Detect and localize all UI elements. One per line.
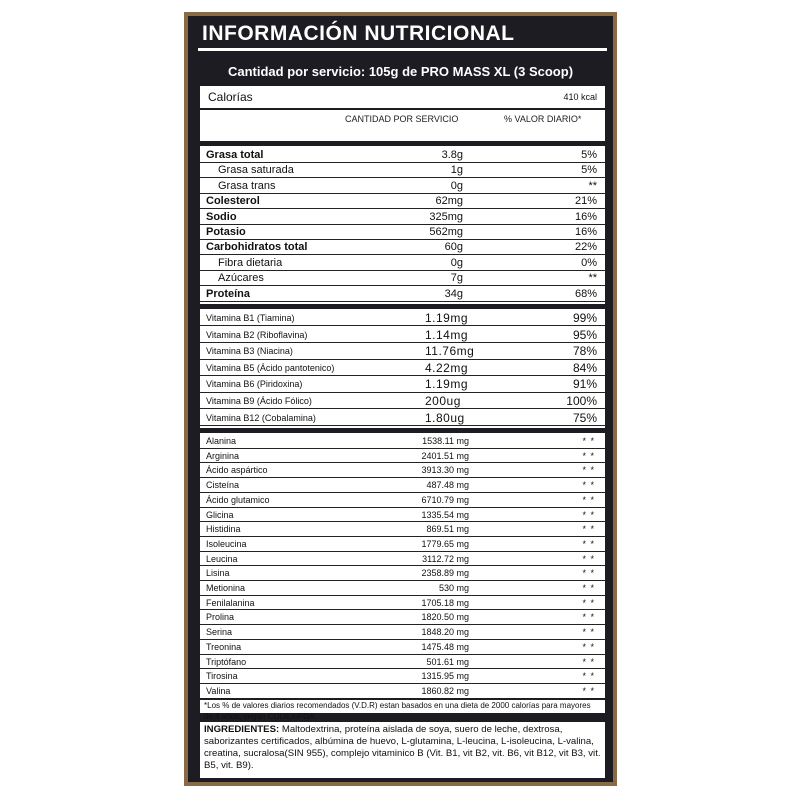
amino-acid-row (200, 610, 605, 625)
amino-acid-row-daily-value: * * (582, 524, 595, 535)
ingredients-label: INGREDIENTES: (204, 724, 280, 735)
nutrition-label (188, 16, 613, 782)
nutrient-row-daily-value: 0% (581, 256, 597, 269)
ingredients (200, 722, 605, 778)
vitamin-row-amount: 11.76mg (425, 344, 475, 359)
amino-acid-row-amount: 530 mg (438, 583, 469, 593)
amino-acid-row-amount: 2401.51 mg (421, 450, 469, 461)
amino-acid-row-name: Ácido glutamico (206, 494, 270, 505)
vitamin-row-daily-value: 100% (566, 394, 597, 408)
amino-acid-row (200, 434, 605, 449)
amino-acid-row-amount: 1705.18 mg (421, 597, 469, 608)
amino-acid-row-daily-value: * * (582, 480, 595, 491)
amino-acid-row-name: Serina (206, 627, 233, 638)
amino-acid-row-name: Isoleucina (206, 538, 247, 549)
nutrient-row (200, 271, 605, 286)
amino-acid-row-name: Treonina (206, 641, 242, 652)
vitamin-row-daily-value: 99% (572, 311, 597, 325)
amino-acid-row-name: Histidina (206, 524, 241, 535)
nutrient-row-amount: 7g (450, 272, 463, 285)
vitamin-row-amount: 200ug (425, 394, 461, 408)
amino-acid-row-daily-value: * * (582, 465, 595, 476)
nutrient-row-name: Grasa saturada (218, 164, 294, 177)
amino-acid-row-amount: 1538.11 mg (422, 436, 469, 446)
amino-acid-row-daily-value: * * (582, 583, 595, 593)
amino-acid-row-amount: 487.48 mg (426, 480, 469, 491)
vitamin-row (200, 376, 605, 392)
vitamin-row-name: Vitamina B2 (Riboflavina) (206, 329, 308, 340)
amino-acid-row (200, 478, 605, 493)
nutrient-row-amount: 34g (444, 287, 463, 300)
nutrient-row (200, 210, 605, 225)
vitamin-row-daily-value: 84% (572, 360, 597, 375)
amino-acid-row-daily-value: * * (582, 450, 595, 461)
vitamin-row (200, 360, 605, 376)
vitamin-row (200, 327, 605, 343)
calories-label: Calorías (208, 90, 253, 104)
amino-acid-row (200, 493, 605, 508)
amino-acid-row-daily-value: * * (582, 656, 595, 667)
calories-value: 410 kcal (563, 92, 597, 102)
amino-acid-row (200, 596, 605, 611)
amino-acid-row-name: Ácido aspártico (206, 465, 268, 476)
nutrient-row-daily-value: 5% (581, 149, 597, 161)
amino-acid-row-amount: 1475.48 mg (421, 641, 469, 652)
thick-divider (200, 428, 605, 433)
nutrient-row-daily-value: 5% (581, 164, 597, 177)
nutrient-row-amount: 0g (450, 179, 463, 192)
nutrient-row-name: Grasa trans (218, 179, 276, 192)
amino-acid-row (200, 669, 605, 684)
amino-acid-row-amount: 869.51 mg (426, 524, 469, 535)
amino-acid-row-amount: 6710.79 mg (421, 494, 469, 505)
amino-acid-row (200, 552, 605, 567)
vitamin-row-name: Vitamina B3 (Niacina) (206, 346, 293, 357)
column-headers (200, 114, 605, 128)
nutrient-row (200, 163, 605, 178)
vitamin-row-name: Vitamina B6 (Piridoxina) (206, 379, 303, 390)
amino-acid-row-name: Tirosina (206, 671, 238, 682)
vitamin-row-name: Vitamina B12 (Cobalamina) (206, 412, 316, 423)
nutrient-row-daily-value: 68% (574, 287, 597, 300)
nutrient-row-name: Potasio (206, 226, 246, 238)
amino-acid-row-daily-value: * * (582, 436, 595, 446)
nutrient-row (200, 194, 605, 209)
amino-acid-row-daily-value: * * (582, 494, 595, 505)
amino-acid-row-name: Triptófano (206, 656, 247, 667)
nutrient-row-name: Proteína (206, 287, 251, 300)
nutrient-row-daily-value: 16% (574, 210, 597, 223)
nutrient-row-name: Colesterol (206, 195, 260, 208)
amino-acid-row-name: Prolina (206, 612, 235, 623)
amino-acid-row-daily-value: * * (582, 538, 595, 549)
vitamin-row (200, 343, 605, 359)
thick-divider (200, 304, 605, 309)
nutrient-row-amount: 562mg (429, 226, 463, 238)
amino-acid-row-daily-value: * * (582, 627, 595, 638)
nutrient-row-name: Sodio (206, 210, 237, 223)
amino-acid-row-name: Arginina (206, 450, 240, 461)
vitamin-row-daily-value: 75% (572, 410, 597, 425)
amino-acid-row-amount: 1820.50 mg (421, 612, 469, 623)
amino-acid-row-daily-value: * * (582, 553, 595, 564)
amino-acid-row (200, 655, 605, 670)
serving-size: Cantidad por servicio: 105g de PRO MASS XL (3 Scoop) (227, 64, 574, 79)
nutrient-row-amount: 62mg (435, 195, 463, 208)
amino-acid-row-daily-value: * * (582, 568, 595, 579)
amino-acid-row-name: Alanina (206, 436, 237, 446)
nutrient-row (200, 240, 605, 255)
nutrient-row (200, 225, 605, 240)
amino-acid-row (200, 449, 605, 464)
calories-row (204, 90, 597, 106)
vitamin-row-amount: 1.19mg (425, 377, 469, 392)
divider (200, 108, 605, 110)
vitamin-row-daily-value: 91% (572, 377, 597, 392)
vitamin-row-daily-value: 78% (572, 344, 597, 359)
nutrient-row-daily-value: 22% (574, 241, 597, 254)
amino-acid-row-amount: 3913.30 mg (421, 465, 469, 476)
nutrient-row-daily-value: 16% (574, 226, 597, 238)
ingredients-text: Maltodextrina, proteína aislada de soya, suero de leche, dextrosa, saborizantes certificados, albúmina de huevo, L-glutamina, L-leucina, L-isoleucina, L-valina, creatina, sucralosa(SIN 955), complejo vitaminico B (Vit. B1, vit B2, vit. B6, vit B12, vit B3, vit. B5, vit. B9). (204, 724, 601, 771)
amino-acid-row (200, 640, 605, 655)
amino-acid-row-amount: 2358.89 mg (421, 568, 469, 579)
amino-acid-row (200, 463, 605, 478)
nutrient-row-daily-value: 21% (574, 195, 597, 208)
amino-acid-row-name: Glicina (206, 509, 234, 520)
vitamin-row (200, 310, 605, 326)
amino-acid-row-daily-value: * * (582, 641, 595, 652)
amino-acid-row-amount: 1779.65 mg (421, 538, 469, 549)
title-divider (198, 48, 607, 51)
amino-acid-row-amount: 1315.95 mg (421, 671, 469, 682)
daily-value-header: % VALOR DIARIO* (504, 114, 582, 124)
nutrient-row-name: Azúcares (218, 272, 264, 285)
amino-acid-row-name: Valina (206, 685, 231, 696)
nutrient-row (200, 148, 605, 163)
vitamin-row-name: Vitamina B9 (Ácido Fólico) (206, 396, 312, 406)
amino-acid-row-amount: 3112.72 mg (422, 553, 469, 564)
amino-acid-row (200, 522, 605, 537)
nutrient-row-daily-value: ** (588, 272, 597, 285)
amino-acid-row (200, 581, 605, 596)
amino-acid-row-name: Fenilalanina (206, 597, 255, 608)
amino-acid-row-daily-value: * * (582, 612, 595, 623)
nutrient-row-amount: 3.8g (441, 149, 463, 161)
amino-acid-row (200, 537, 605, 552)
nutrient-row (200, 179, 605, 194)
nutrition-panel (200, 86, 605, 721)
nutrient-row-name: Fibra dietaria (218, 256, 283, 269)
amino-acid-row (200, 684, 605, 699)
amino-acid-row (200, 625, 605, 640)
amino-acid-row-name: Lisina (206, 568, 230, 579)
vitamin-row (200, 393, 605, 409)
footnote: *Los % de valores diarios recomendados (V.D.R) estan basados en una dieta de 2000 calorías para mayores de 4 años, según CODEX/FDA. (204, 701, 591, 721)
nutrient-row-name: Carbohidratos total (206, 241, 308, 254)
amino-acid-row-daily-value: * * (582, 671, 595, 682)
vitamin-row-amount: 4.22mg (425, 360, 469, 375)
thick-divider (200, 141, 605, 146)
amino-acid-row (200, 566, 605, 581)
label-title: INFORMACIÓN NUTRICIONAL (202, 22, 515, 45)
vitamin-row-amount: 1.19mg (425, 311, 469, 325)
nutrient-row-amount: 60g (444, 241, 463, 254)
amount-header: CANTIDAD POR SERVICIO (345, 114, 459, 124)
amino-acid-row (200, 508, 605, 523)
amino-acid-row-amount: 501.61 mg (426, 656, 469, 667)
nutrient-row-daily-value: ** (588, 179, 597, 192)
amino-acid-row-daily-value: * * (582, 509, 595, 520)
vitamin-row-name: Vitamina B1 (Tiamina) (206, 313, 295, 323)
vitamin-row-daily-value: 95% (572, 327, 597, 342)
nutrient-row-name: Grasa total (206, 149, 264, 161)
nutrient-row-amount: 1g (450, 164, 463, 177)
nutrient-row (200, 256, 605, 271)
vitamin-row-amount: 1.14mg (425, 327, 469, 342)
amino-acid-row-name: Metionina (206, 583, 246, 593)
amino-acid-row-name: Cisteína (206, 480, 240, 491)
amino-acid-row-amount: 1848.20 mg (421, 627, 469, 638)
nutrient-row (200, 287, 605, 302)
amino-acid-row-daily-value: * * (582, 597, 595, 608)
nutrition-label-frame (184, 12, 617, 786)
vitamin-row (200, 410, 605, 426)
nutrient-row-amount: 325mg (429, 210, 463, 223)
vitamin-row-name: Vitamina B5 (Ácido pantotenico) (206, 362, 335, 373)
amino-acid-row-name: Leucina (206, 553, 238, 564)
nutrient-row-amount: 0g (450, 256, 463, 269)
amino-acid-row-daily-value: * * (582, 685, 595, 696)
vitamin-row-amount: 1.80ug (425, 410, 465, 425)
amino-acid-row-amount: 1335.54 mg (421, 509, 469, 520)
amino-acid-row-amount: 1860.82 mg (421, 685, 469, 696)
